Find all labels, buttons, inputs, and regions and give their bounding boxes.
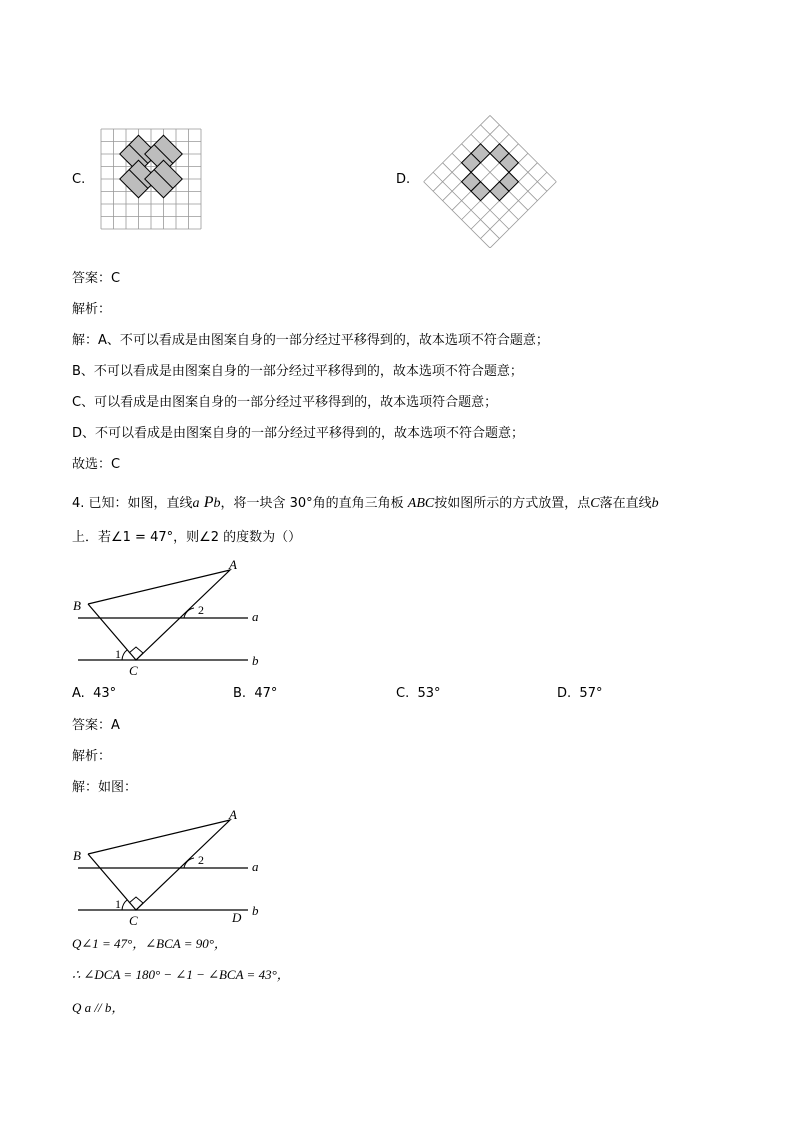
q3-analysis-label: 解析： bbox=[72, 302, 112, 317]
q4-stem-line2: 上．若∠1 = 47°，则∠2 的度数为（） bbox=[72, 530, 302, 545]
q4-option-c[interactable]: C. 53° bbox=[396, 686, 441, 701]
q4-option-b[interactable]: B. 47° bbox=[233, 686, 278, 701]
q4-var-p: P bbox=[203, 494, 214, 511]
q4-var-b: b bbox=[213, 496, 221, 511]
q4-fig-label-b: b bbox=[252, 653, 259, 668]
q4-option-a[interactable]: A. 43° bbox=[72, 686, 117, 701]
q4-stem-mid2: 按如图所示的方式放置，点 bbox=[434, 496, 591, 511]
q4-sol-label-a: a bbox=[252, 859, 259, 874]
q4-figure bbox=[70, 556, 270, 678]
q4-sol-label-b: b bbox=[252, 903, 259, 918]
q3-line-a: 解：A、不可以看成是由图案自身的一部分经过平移得到的，故本选项不符合题意； bbox=[72, 333, 549, 348]
q3-line-c: C、可以看成是由图案自身的一部分经过平移得到的，故本选项符合题意； bbox=[72, 395, 498, 410]
q4-var-b2: b bbox=[651, 496, 659, 511]
q4-fig-label-B: B bbox=[73, 598, 81, 613]
q4-stem bbox=[72, 494, 659, 513]
q3-line-b: B、不可以看成是由图案自身的一部分经过平移得到的，故本选项不符合题意； bbox=[72, 364, 523, 379]
q4-sol-label-2: 2 bbox=[198, 853, 204, 867]
q4-analysis-label: 解析： bbox=[72, 749, 112, 764]
q4-var-a: a bbox=[192, 496, 200, 511]
q3-answer: 答案：C bbox=[72, 271, 121, 286]
q4-stem-mid: ，将一块含 30°角的直角三角板 bbox=[220, 496, 404, 511]
q4-var-c: C bbox=[590, 496, 600, 511]
q4-fig-label-A: A bbox=[229, 557, 237, 572]
option-c-label: C. bbox=[72, 172, 86, 187]
option-c-figure bbox=[100, 128, 202, 230]
option-d-label: D. bbox=[396, 172, 411, 187]
q4-answer: 答案：A bbox=[72, 718, 120, 733]
option-d-figure bbox=[422, 112, 558, 248]
q4-sol-label-B: B bbox=[73, 848, 81, 863]
q4-solution-line-2: ∴ ∠DCA = 180° − ∠1 − ∠BCA = 43°， bbox=[72, 967, 290, 982]
q4-solution-intro: 解：如图： bbox=[72, 780, 138, 795]
q4-option-d[interactable]: D. 57° bbox=[557, 686, 603, 701]
q4-solution-figure bbox=[70, 806, 270, 928]
q4-solution-line-1: Q∠1 = 47°，∠BCA = 90°， bbox=[72, 936, 227, 951]
q3-choice: 故选：C bbox=[72, 457, 121, 472]
q4-solution-line-3: Q a // b， bbox=[72, 1000, 125, 1015]
q4-sol-label-D: D bbox=[232, 910, 242, 925]
q4-sol-label-1: 1 bbox=[115, 897, 121, 911]
q4-stem-end: 落在直线 bbox=[599, 496, 652, 511]
q4-stem-prefix: 4. 已知：如图，直线 bbox=[72, 496, 193, 511]
q3-line-d: D、不可以看成是由图案自身的一部分经过平移得到的，故本选项不符合题意； bbox=[72, 426, 525, 441]
q4-sol-label-C: C bbox=[129, 913, 138, 928]
q4-sol-label-A: A bbox=[229, 807, 237, 822]
q4-fig-label-1: 1 bbox=[115, 647, 121, 661]
q4-fig-label-a: a bbox=[252, 609, 259, 624]
q4-var-abc: ABC bbox=[407, 496, 435, 511]
q4-fig-label-C: C bbox=[129, 663, 138, 678]
q4-fig-label-2: 2 bbox=[198, 603, 204, 617]
